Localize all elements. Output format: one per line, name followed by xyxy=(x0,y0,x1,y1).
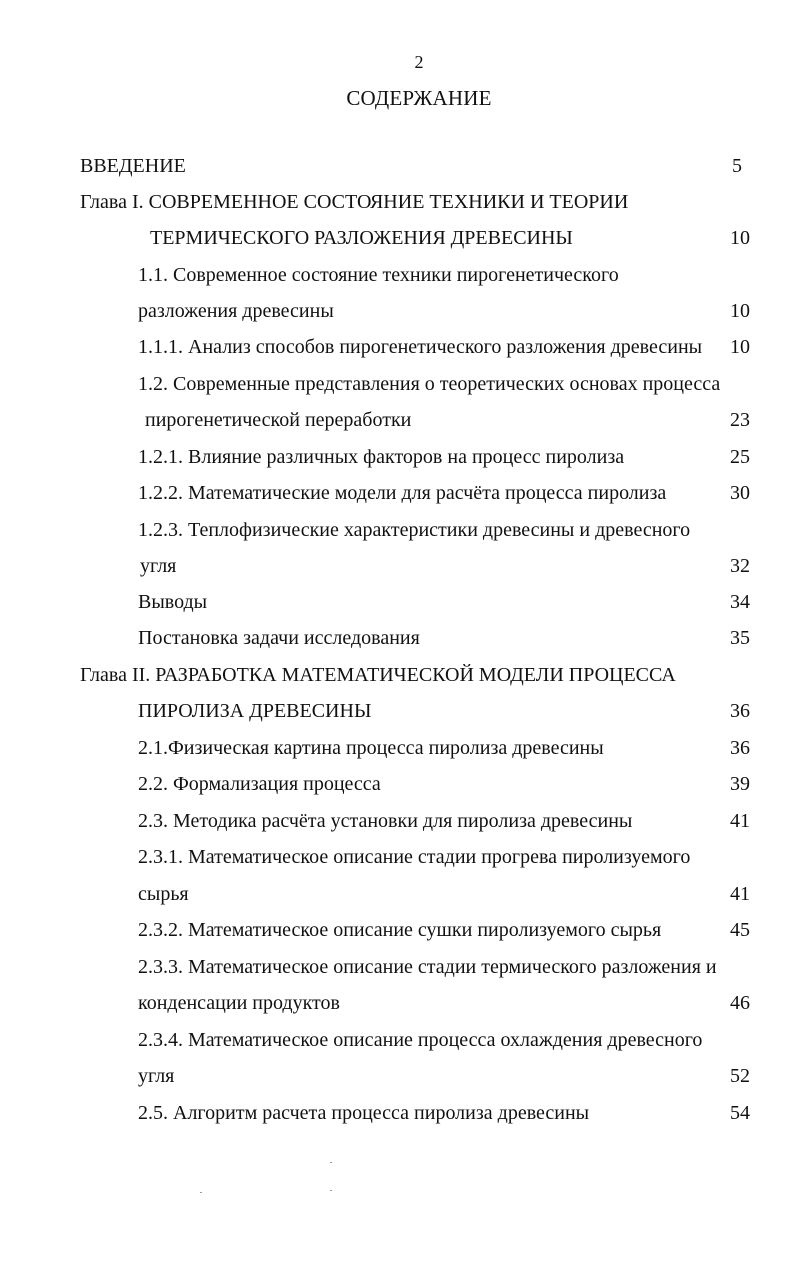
toc-entry-text: 1.2.2. Математические модели для расчёта процесса пиролиза xyxy=(138,482,667,504)
toc-entry-text: Выводы xyxy=(138,591,208,613)
toc-entry-page xyxy=(710,1024,750,1056)
toc-entry-text: 1.2.1. Влияние различных факторов на процесс пиролиза xyxy=(138,446,625,468)
toc-entry-text: сырья xyxy=(138,883,189,905)
toc-entry-text: 2.5. Алгоритм расчета процесса пиролиза древесины xyxy=(138,1102,590,1124)
toc-entry-page: 35 xyxy=(730,627,750,649)
toc-entry-page: 5 xyxy=(732,155,742,177)
toc-entry-page: 10 xyxy=(730,336,750,358)
toc-entry-text: ТЕРМИЧЕСКОГО РАЗЛОЖЕНИЯ ДРЕВЕСИНЫ xyxy=(150,227,573,249)
toc-entry-page: 10 xyxy=(730,300,750,322)
toc-entry-text: 1.1. Современное состояние техники пирогенетического xyxy=(138,264,619,286)
toc-entry-text: 1.2. Современные представления о теоретических основах процесса xyxy=(138,373,721,395)
scan-speck xyxy=(330,1190,332,1191)
toc-entry-page xyxy=(710,186,750,218)
toc-entry-page: 46 xyxy=(730,992,750,1014)
toc-entry-page: 39 xyxy=(730,773,750,795)
toc-entry-text: конденсации продуктов xyxy=(138,992,340,1014)
toc-entry-page: 36 xyxy=(730,737,750,759)
toc-entry-text: угля xyxy=(138,1065,175,1087)
toc-entry-page: 41 xyxy=(730,810,750,832)
toc-entry-text: разложения древесины xyxy=(138,300,334,322)
scan-speck xyxy=(200,1192,202,1193)
scan-speck xyxy=(330,1162,332,1163)
toc-entry-text: 2.3. Методика расчёта установки для пиролиза древесины xyxy=(138,810,633,832)
toc-entry-text: 2.3.3. Математическое описание стадии термического разложения и xyxy=(138,956,717,978)
page-number: 2 xyxy=(414,52,424,72)
toc-entry-text: 2.3.2. Математическое описание сушки пиролизуемого сырья xyxy=(138,919,662,941)
toc-entry-page xyxy=(710,368,750,400)
toc-entry-page: 10 xyxy=(730,227,750,249)
toc-entry-page: 34 xyxy=(730,591,750,613)
toc-entry-page: 52 xyxy=(730,1065,750,1087)
toc-entry-page: 32 xyxy=(730,555,750,577)
toc-entry-page xyxy=(710,514,750,546)
toc-entry-page xyxy=(710,659,750,691)
toc-entry-text: 2.3.1. Математическое описание стадии прогрева пиролизуемого xyxy=(138,846,691,868)
toc-entry-page: 41 xyxy=(730,883,750,905)
toc-entry-text: Глава I. СОВРЕМЕННОЕ СОСТОЯНИЕ ТЕХНИКИ И ТЕОРИИ xyxy=(80,191,629,213)
toc-entry-page: 36 xyxy=(730,700,750,722)
toc-entry-text: 2.2. Формализация процесса xyxy=(138,773,381,795)
contents-title: СОДЕРЖАНИЕ xyxy=(346,86,492,110)
toc-entry-text: 2.1.Физическая картина процесса пиролиза древесины xyxy=(138,737,604,759)
toc-entry-page xyxy=(710,841,750,873)
toc-entry-page: 30 xyxy=(730,482,750,504)
toc-entry-page: 23 xyxy=(730,409,750,431)
toc-entry-text: Постановка задачи исследования xyxy=(138,627,420,649)
toc-entry-text: Глава II. РАЗРАБОТКА МАТЕМАТИЧЕСКОЙ МОДЕЛИ ПРОЦЕССА xyxy=(80,664,676,686)
toc-entry-text: пирогенетической переработки xyxy=(145,409,412,431)
toc-entry-page: 54 xyxy=(730,1102,750,1124)
toc-entry-page: 45 xyxy=(730,919,750,941)
toc-entry-text: 2.3.4. Математическое описание процесса охлаждения древесного xyxy=(138,1029,703,1051)
toc-entry-text: 1.2.3. Теплофизические характеристики древесины и древесного xyxy=(138,519,691,541)
toc-entry-page xyxy=(710,951,750,983)
toc-entry-text: 1.1.1. Анализ способов пирогенетического разложения древесины xyxy=(138,336,703,358)
toc-entry-text: ПИРОЛИЗА ДРЕВЕСИНЫ xyxy=(138,700,372,722)
toc-entry-page xyxy=(710,259,750,291)
toc-entry-page: 25 xyxy=(730,446,750,468)
toc-entry-text: ВВЕДЕНИЕ xyxy=(80,155,186,177)
toc-entry-text: угля xyxy=(140,555,177,577)
